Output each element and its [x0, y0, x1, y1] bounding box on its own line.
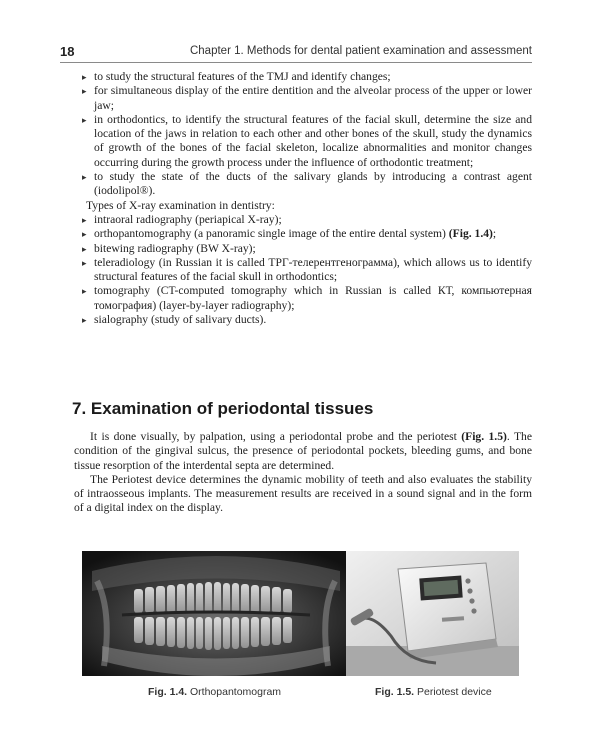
- list-item-tail: ;: [492, 227, 497, 241]
- figure-label: Fig. 1.4.: [148, 686, 188, 698]
- page-header: [60, 42, 532, 63]
- list-item: ▸ to study the state of the ducts of the salivary glands by introducing a contrast agent (iodolipol®).: [82, 170, 532, 199]
- caption-text: Periotest device: [414, 686, 492, 698]
- paragraph-text: . The condition of the gingival sulcus, the presence of periodontal pockets, bleeding gums, and bone tissue resorption of the interdental septa are determined.: [74, 430, 532, 472]
- types-intro: Types of X-ray examination in dentistry:: [86, 198, 275, 212]
- device-illustration: [346, 551, 519, 676]
- section-body: [74, 430, 532, 516]
- list-item: ▸ intraoral radiography (periapical X-ray);: [82, 213, 532, 227]
- page-number: 18: [60, 44, 75, 59]
- figure-caption: [148, 686, 281, 698]
- list-item: ▸ to study the structural features of the TMJ and identify changes;: [82, 70, 532, 84]
- paragraph: The Periotest device determines the dynamic mobility of teeth and also evaluates the stability of intraosseous implants. The measurement results are received in a sound signal and in the form of a digital index on the display.: [74, 472, 532, 515]
- list-item: ▸ bitewing radiography (BW X-ray);: [82, 242, 532, 256]
- figure-reference[interactable]: (Fig. 1.4): [448, 227, 493, 241]
- list-item: ▸ sialography (study of salivary ducts).: [82, 313, 532, 327]
- periotest-device-image: [346, 551, 519, 676]
- xray-illustration: [82, 551, 350, 676]
- list-item: ▸ for simultaneous display of the entire dentition and the alveolar process of the upper or lower jaw;: [82, 84, 532, 113]
- caption-text: Orthopantomogram: [187, 686, 282, 698]
- orthopantomogram-image: [82, 551, 350, 676]
- paragraph-text: It is done visually, by palpation, using a periodontal probe and the periotest: [90, 430, 462, 443]
- bullet-list-types: [86, 213, 532, 327]
- bullet-list-uses: [86, 70, 532, 199]
- figure-caption: [375, 686, 492, 698]
- list-item-text: orthopantomography (a panoramic single image of the entire dental system): [94, 227, 449, 241]
- paragraph: [74, 430, 532, 473]
- list-item: ▸ tomography (CT-computed tomography which in Russian is called КТ, компьютерная томография) (layer-by-layer radiography);: [82, 284, 532, 313]
- list-item: ▸ in orthodontics, to identify the structural features of the facial skull, determine the size and location of the jaws in relation to each other and other bones of the skull, study the dynamics of growth of the bones of the facial skeleton, localize abnormalities and monitor changes occurring during the growth process under the influence of orthodontic treatment;: [82, 113, 532, 170]
- figure-label: Fig. 1.5.: [375, 686, 415, 698]
- body-text: [86, 70, 532, 327]
- section-title: 7. Examination of periodontal tissues: [72, 399, 374, 418]
- figure-reference[interactable]: (Fig. 1.5): [461, 430, 507, 443]
- list-item: [82, 227, 532, 241]
- list-item: ▸ teleradiology (in Russian it is called ТРГ-телерентгенограмма), which allows us to identify structural features of the facial skull in orthodontics;: [82, 256, 532, 285]
- running-title: Chapter 1. Methods for dental patient examination and assessment: [189, 45, 532, 57]
